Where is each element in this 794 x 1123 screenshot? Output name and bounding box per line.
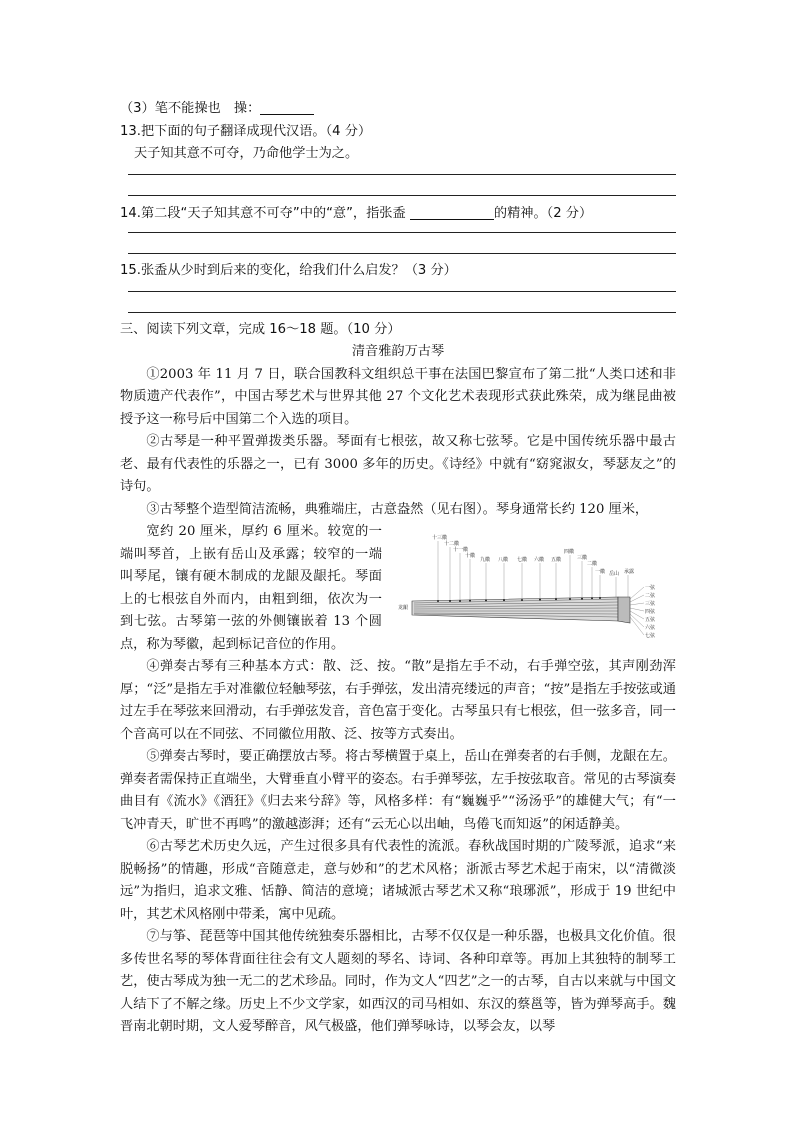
hui-label: 四徽 xyxy=(564,549,575,555)
hui-label: 十三徽 xyxy=(432,535,448,541)
paragraph-5: ⑤弹奏古琴时，要正确摆放古琴。将古琴横置于桌上，岳山在弹奏者的右手侧，龙龈在左。弹奏者需保持正直端坐，大臂垂直小臂平的姿态。右手弹琴弦，左手按弦取音。常见的古琴演奏曲目有《流水》《酒狂》《归去来兮辞》等，风格多样：有“巍巍乎”“汤汤乎”的雄健大气；有“一飞冲青天，旷世不再鸣”的激越澎湃；还有“云无心以出岫，鸟倦飞而知返”的闲适静美。 xyxy=(120,749,676,832)
answer-line-15b[interactable] xyxy=(128,312,676,313)
answer-line-13b[interactable] xyxy=(128,195,676,196)
answer-line-14a[interactable] xyxy=(128,232,676,233)
hui-label: 二徽 xyxy=(587,561,598,567)
answer-blank-14[interactable] xyxy=(410,205,494,220)
string-label: 二弦 xyxy=(645,593,656,599)
question-12-3-text: （3）笔不能操也 操： xyxy=(120,101,261,116)
hui-label: 八徽 xyxy=(498,557,509,563)
answer-line-15a[interactable] xyxy=(128,291,676,292)
question-13: 13.把下面的句子翻译成现代汉语。（4 分） xyxy=(120,123,372,139)
hui-label: 十二徽 xyxy=(444,541,460,547)
guqin-diagram xyxy=(398,527,660,643)
hui-label: 六徽 xyxy=(534,557,545,563)
hui-label: 三徽 xyxy=(577,555,588,561)
question-12-3 xyxy=(120,98,676,121)
question-14-prefix: 14.第二段“天子知其意不可夺”中的“意”，指张盉 xyxy=(120,205,406,221)
paragraph-3-body xyxy=(120,521,382,656)
paragraph-1: ①2003 年 11 月 7 日，联合国教科文组织总干事在法国巴黎宣布了第二批“人类口述和非物质遗产代表作”，中国古琴艺术与世界其他 27 个文化艺术表现形式获此殊荣，成为继昆曲被授予这一称号后中国第二个入选的项目。 xyxy=(120,366,676,427)
answer-line-14b[interactable] xyxy=(128,253,676,254)
string-label: 七弦 xyxy=(645,633,656,639)
guqin-diagram-svg xyxy=(398,527,660,643)
paragraph-2: ②古琴是一种平置弹拨类乐器。琴面有七根弦，故又称七弦琴。它是中国传统乐器中最古老、最有代表性的乐器之一，已有 3000 多年的历史。《诗经》中就有“窈窕淑女，琴瑟友之”的诗句。 xyxy=(120,434,676,494)
paragraph-3-with-figure xyxy=(120,521,676,656)
hui-label: 十一徽 xyxy=(453,547,469,553)
hui-label: 五徽 xyxy=(551,557,562,563)
answer-line-13a[interactable] xyxy=(128,174,676,175)
question-13-sentence: 天子知其意不可夺，乃命他学士为之。 xyxy=(134,146,359,161)
article-title: 清音雅韵万古琴 xyxy=(351,344,445,359)
question-14 xyxy=(120,203,676,226)
answer-blank-12-3[interactable] xyxy=(260,100,314,115)
chenglu-label: 承露 xyxy=(624,569,635,575)
longyin-label: 龙龈 xyxy=(398,605,409,611)
string-label: 一弦 xyxy=(645,585,656,591)
string-leaders xyxy=(630,587,644,635)
yueshan-label: 岳山 xyxy=(609,571,620,577)
string-label: 五弦 xyxy=(645,617,656,623)
paragraph-3-rest: 宽约 20 厘米，厚约 6 厘米。较宽的一端叫琴首，上嵌有岳山及承露；较窄的一端叫琴尾，镶有硬木制成的龙龈及龈托。琴面上的七根弦自外而内，由粗到细，依次为一到七弦。古琴第一弦的外侧镶嵌着 13 个圆点，称为琴徽，起到标记音位的作用。 xyxy=(120,524,382,652)
paragraph-7: ⑦与筝、琵琶等中国其他传统独奏乐器相比，古琴不仅仅是一种乐器，也极具文化价值。很多传世名琴的琴体背面往往会有文人题刻的琴名、诗词、各种印章等。再加上其独特的制琴工艺，使古琴成为独一无二的艺术珍品。同时，作为文人“四艺”之一的古琴，自古以来就与中国文人结下了不解之缘。历史上不少文学家，如西汉的司马相如、东汉的蔡邕等，皆为弹琴高手。魏晋南北朝时期，文人爱琴醉音，风气极盛，他们弹琴咏诗，以琴会友，以琴 xyxy=(120,929,676,1034)
paragraph-4: ④弹奏古琴有三种基本方式：散、泛、按。“散”是指左手不动，右手弹空弦，其声刚劲浑厚；“泛”是指左手对准徽位轻触琴弦，右手弹弦，发出清亮缕远的声音；“按”是指左手按弦或通过左手在琴弦来回滑动，右手弹弦发音，音色富于变化。古琴虽只有七根弦，但一弦多音，同一个音高可以在不同弦、不同徽位用散、泛、按等方式奏出。 xyxy=(120,659,676,742)
question-15: 15.张盉从少时到后来的变化，给我们什么启发？（3 分） xyxy=(120,263,457,278)
question-14-suffix: 的精神。（2 分） xyxy=(493,205,593,221)
string-label: 六弦 xyxy=(645,625,656,631)
paragraph-3-first-line: ③古琴整个造型简洁流畅，典雅端庄，古意盎然（见右图）。琴身通常长约 120 厘米， xyxy=(146,501,649,517)
qin-head xyxy=(618,597,630,623)
hui-label: 七徽 xyxy=(517,557,528,563)
hui-label: 一徽 xyxy=(595,569,606,575)
article-body xyxy=(120,364,676,1039)
paragraph-6: ⑥古琴艺术历史久远，产生过很多具有代表性的流派。春秋战国时期的广陵琴派，追求“来脱畅扬”的情趣，形成“音随意走，意与妙和”的艺术风格；浙派古琴艺术起于南宋，以“清微淡远”为指归，追求文雅、恬静、简洁的意境；诸城派古琴艺术又称“琅琊派”，形成于 19 世纪中叶，其艺术风格刚中带柔，寓中见疏。 xyxy=(120,839,676,922)
section-3-heading: 三、阅读下列文章，完成 16～18 题。（10 分） xyxy=(120,321,401,337)
hui-label: 十徽 xyxy=(465,553,476,559)
hui-label: 九徽 xyxy=(480,557,491,563)
string-label: 三弦 xyxy=(645,601,656,607)
exam-page xyxy=(120,98,676,1039)
string-label: 四弦 xyxy=(645,609,656,615)
string-labels xyxy=(645,584,656,639)
